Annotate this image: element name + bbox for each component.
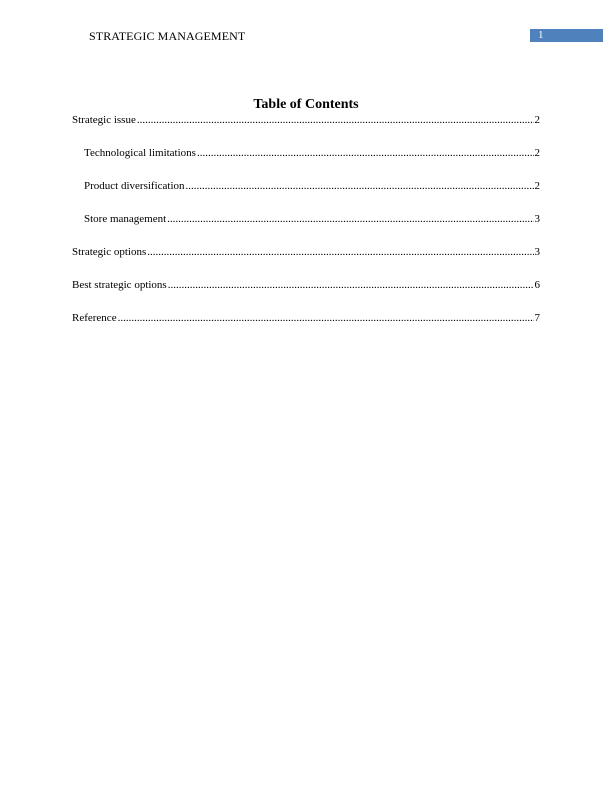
toc-entry-page: 2 xyxy=(534,180,540,192)
toc-entry-strategic-issue[interactable] xyxy=(72,113,540,127)
toc-entry-best-strategic-options[interactable] xyxy=(72,278,540,292)
toc-dot-leader xyxy=(118,311,534,325)
toc-entry-label: Best strategic options xyxy=(72,279,167,291)
page-number-badge: 1 xyxy=(530,29,603,42)
toc-entry-label: Strategic options xyxy=(72,246,147,258)
toc-entry-label: Product diversification xyxy=(84,180,185,192)
toc-entry-page: 3 xyxy=(534,213,540,225)
toc-entry-label: Store management xyxy=(84,213,167,225)
table-of-contents xyxy=(72,113,540,325)
toc-dot-leader xyxy=(168,278,534,292)
toc-entry-page: 2 xyxy=(534,147,540,159)
toc-entry-label: Strategic issue xyxy=(72,114,136,126)
toc-entry-product-diversification[interactable] xyxy=(84,179,540,193)
toc-entry-page: 2 xyxy=(534,114,540,126)
toc-dot-leader xyxy=(186,179,534,193)
toc-entry-reference[interactable] xyxy=(72,311,540,325)
toc-entry-technological-limitations[interactable] xyxy=(84,146,540,160)
running-header-title: STRATEGIC MANAGEMENT xyxy=(89,29,246,43)
toc-heading: Table of Contents xyxy=(253,97,359,112)
toc-dot-leader xyxy=(137,113,534,127)
toc-dot-leader xyxy=(197,146,534,160)
toc-entry-label: Technological limitations xyxy=(84,147,196,159)
toc-entry-page: 3 xyxy=(534,246,540,258)
toc-entry-page: 6 xyxy=(534,279,540,291)
toc-entry-strategic-options[interactable] xyxy=(72,245,540,259)
toc-dot-leader xyxy=(147,245,533,259)
toc-entry-store-management[interactable] xyxy=(84,212,540,226)
toc-entry-page: 7 xyxy=(534,312,540,324)
toc-dot-leader xyxy=(167,212,533,226)
toc-entry-label: Reference xyxy=(72,312,117,324)
